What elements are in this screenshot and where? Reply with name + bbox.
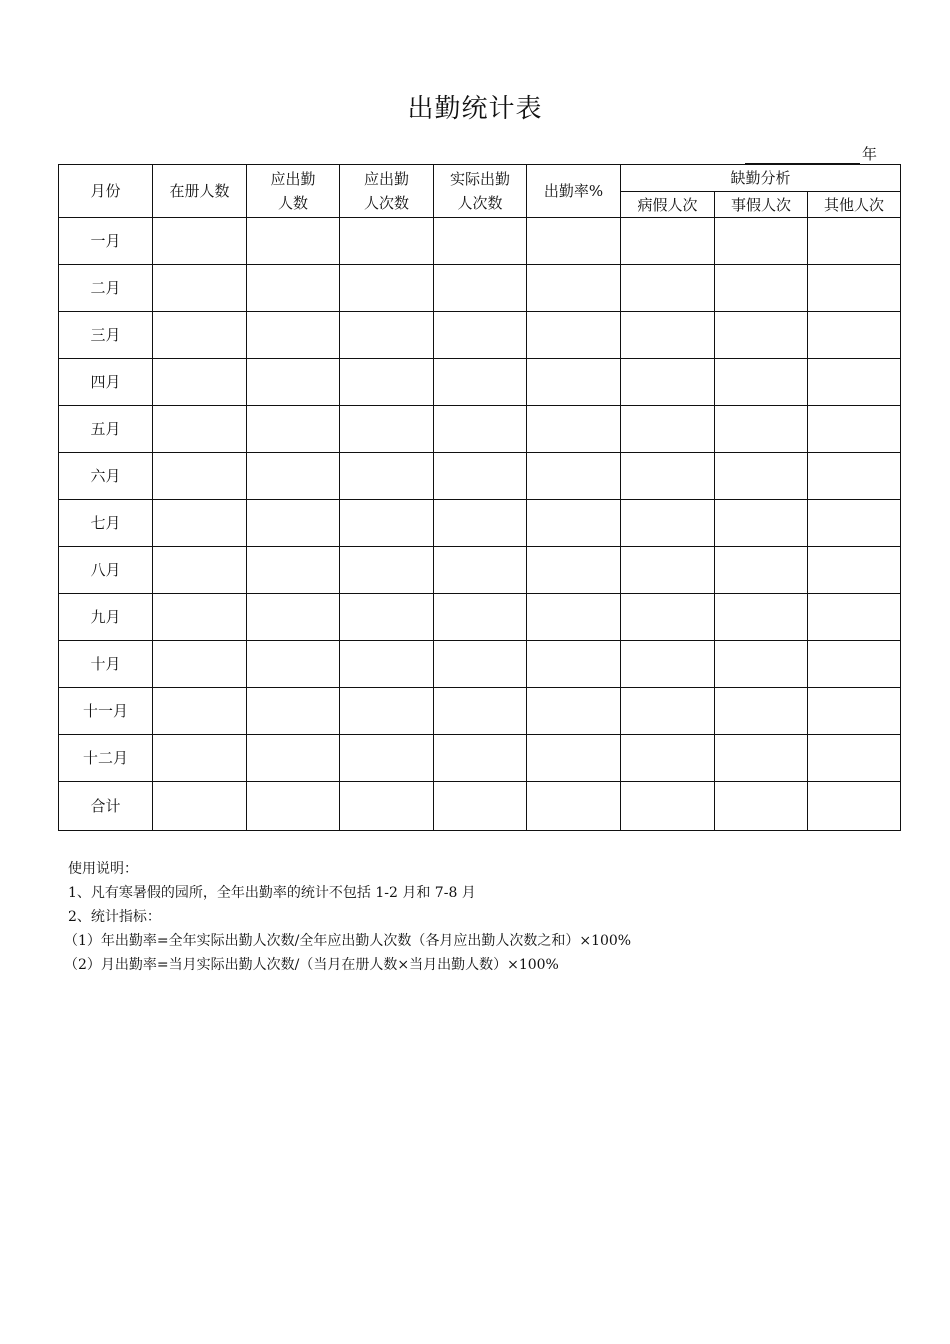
empty-cell[interactable] (527, 735, 621, 782)
empty-cell[interactable] (715, 735, 808, 782)
empty-cell[interactable] (153, 735, 247, 782)
empty-cell[interactable] (527, 688, 621, 735)
empty-cell[interactable] (247, 359, 340, 406)
empty-cell[interactable] (434, 312, 527, 359)
empty-cell[interactable] (340, 500, 434, 547)
empty-cell[interactable] (434, 500, 527, 547)
table-row (59, 782, 901, 831)
empty-cell[interactable] (340, 641, 434, 688)
header-rate: 出勤率% (527, 165, 621, 218)
empty-cell[interactable] (153, 688, 247, 735)
header-expected (247, 165, 340, 218)
empty-cell[interactable] (527, 359, 621, 406)
empty-cell[interactable] (621, 359, 715, 406)
empty-cell[interactable] (527, 641, 621, 688)
table-row (59, 641, 901, 688)
header-actual-line2: 人次数 (457, 194, 503, 212)
empty-cell[interactable] (340, 594, 434, 641)
empty-cell[interactable] (621, 218, 715, 265)
empty-cell[interactable] (621, 265, 715, 312)
notes-line-4: （2）月出勤率=当月实际出勤人次数/（当月在册人数×当月出勤人数）×100% (64, 957, 559, 973)
header-month: 月份 (59, 165, 153, 218)
empty-cell[interactable] (434, 453, 527, 500)
row-month-label: 十二月 (59, 735, 153, 782)
empty-cell[interactable] (340, 406, 434, 453)
empty-cell[interactable] (621, 500, 715, 547)
empty-cell[interactable] (808, 265, 901, 312)
table-row (59, 312, 901, 359)
empty-cell[interactable] (153, 641, 247, 688)
header-expected-times-line2: 人次数 (363, 194, 409, 212)
empty-cell[interactable] (527, 218, 621, 265)
empty-cell[interactable] (527, 594, 621, 641)
empty-cell[interactable] (247, 406, 340, 453)
empty-cell[interactable] (621, 735, 715, 782)
empty-cell[interactable] (434, 594, 527, 641)
empty-cell[interactable] (434, 641, 527, 688)
empty-cell[interactable] (715, 218, 808, 265)
empty-cell[interactable] (808, 218, 901, 265)
empty-cell[interactable] (715, 406, 808, 453)
empty-cell[interactable] (340, 453, 434, 500)
empty-cell[interactable] (621, 453, 715, 500)
empty-cell[interactable] (153, 782, 247, 831)
empty-cell[interactable] (808, 782, 901, 831)
empty-cell[interactable] (247, 218, 340, 265)
empty-cell[interactable] (621, 312, 715, 359)
empty-cell[interactable] (153, 406, 247, 453)
table-row (59, 406, 901, 453)
empty-cell[interactable] (340, 265, 434, 312)
empty-cell[interactable] (153, 453, 247, 500)
empty-cell[interactable] (153, 594, 247, 641)
empty-cell[interactable] (434, 547, 527, 594)
empty-cell[interactable] (808, 735, 901, 782)
table-row (59, 735, 901, 782)
empty-cell[interactable] (247, 641, 340, 688)
row-month-label: 十月 (59, 641, 153, 688)
empty-cell[interactable] (621, 594, 715, 641)
empty-cell[interactable] (247, 594, 340, 641)
empty-cell[interactable] (153, 500, 247, 547)
empty-cell[interactable] (340, 782, 434, 831)
row-month-label: 二月 (59, 265, 153, 312)
header-sick: 病假人次 (621, 192, 715, 218)
empty-cell[interactable] (434, 359, 527, 406)
header-enrolled: 在册人数 (153, 165, 247, 218)
empty-cell[interactable] (153, 265, 247, 312)
empty-cell[interactable] (715, 641, 808, 688)
notes-line-3: （1）年出勤率=全年实际出勤人次数/全年应出勤人次数（各月应出勤人次数之和）×100% (64, 933, 632, 949)
empty-cell[interactable] (808, 312, 901, 359)
empty-cell[interactable] (621, 406, 715, 453)
empty-cell[interactable] (247, 500, 340, 547)
empty-cell[interactable] (527, 453, 621, 500)
empty-cell[interactable] (715, 547, 808, 594)
empty-cell[interactable] (621, 782, 715, 831)
row-month-label: 四月 (59, 359, 153, 406)
empty-cell[interactable] (340, 359, 434, 406)
empty-cell[interactable] (621, 641, 715, 688)
empty-cell[interactable] (808, 500, 901, 547)
empty-cell[interactable] (434, 406, 527, 453)
empty-cell[interactable] (715, 594, 808, 641)
empty-cell[interactable] (434, 218, 527, 265)
empty-cell[interactable] (340, 688, 434, 735)
empty-cell[interactable] (247, 782, 340, 831)
empty-cell[interactable] (527, 406, 621, 453)
row-month-label: 一月 (59, 218, 153, 265)
year-field (745, 143, 877, 164)
empty-cell[interactable] (340, 547, 434, 594)
empty-cell[interactable] (527, 500, 621, 547)
empty-cell[interactable] (153, 312, 247, 359)
table-row (59, 218, 901, 265)
notes-line-1: 1、凡有寒暑假的园所，全年出勤率的统计不包括 1-2 月和 7-8 月 (68, 885, 476, 901)
header-personal: 事假人次 (715, 192, 808, 218)
empty-cell[interactable] (808, 641, 901, 688)
header-actual (434, 165, 527, 218)
empty-cell[interactable] (715, 453, 808, 500)
table-row (59, 500, 901, 547)
year-blank-line (745, 147, 860, 164)
empty-cell[interactable] (715, 782, 808, 831)
header-actual-line1: 实际出勤 (449, 170, 510, 188)
row-month-label: 合计 (59, 782, 153, 831)
empty-cell[interactable] (715, 500, 808, 547)
empty-cell[interactable] (247, 312, 340, 359)
empty-cell[interactable] (808, 406, 901, 453)
empty-cell[interactable] (621, 547, 715, 594)
row-month-label: 九月 (59, 594, 153, 641)
empty-cell[interactable] (340, 735, 434, 782)
empty-cell[interactable] (153, 547, 247, 594)
empty-cell[interactable] (715, 359, 808, 406)
empty-cell[interactable] (247, 688, 340, 735)
row-month-label: 八月 (59, 547, 153, 594)
header-expected-times-line1: 应出勤 (363, 170, 409, 188)
empty-cell[interactable] (434, 782, 527, 831)
header-absence-group: 缺勤分析 (621, 165, 901, 192)
empty-cell[interactable] (434, 265, 527, 312)
row-month-label: 十一月 (59, 688, 153, 735)
empty-cell[interactable] (715, 265, 808, 312)
empty-cell[interactable] (808, 359, 901, 406)
empty-cell[interactable] (153, 359, 247, 406)
empty-cell[interactable] (715, 688, 808, 735)
row-month-label: 五月 (59, 406, 153, 453)
empty-cell[interactable] (808, 453, 901, 500)
header-expected-line2: 人数 (277, 194, 308, 212)
empty-cell[interactable] (247, 735, 340, 782)
row-month-label: 七月 (59, 500, 153, 547)
year-label: 年 (862, 145, 878, 163)
table-row (59, 688, 901, 735)
empty-cell[interactable] (153, 218, 247, 265)
header-other: 其他人次 (808, 192, 901, 218)
header-expected-line1: 应出勤 (270, 170, 316, 188)
row-month-label: 六月 (59, 453, 153, 500)
table-row (59, 265, 901, 312)
empty-cell[interactable] (808, 547, 901, 594)
attendance-table (58, 164, 901, 831)
header-expected-times (340, 165, 434, 218)
table-row (59, 359, 901, 406)
empty-cell[interactable] (340, 218, 434, 265)
table-row (59, 594, 901, 641)
empty-cell[interactable] (247, 547, 340, 594)
empty-cell[interactable] (434, 688, 527, 735)
notes-heading: 使用说明： (68, 861, 138, 877)
empty-cell[interactable] (715, 312, 808, 359)
empty-cell[interactable] (340, 312, 434, 359)
empty-cell[interactable] (527, 265, 621, 312)
notes-line-2: 2、统计指标： (68, 909, 161, 925)
table-body (59, 218, 901, 831)
empty-cell[interactable] (527, 312, 621, 359)
row-month-label: 三月 (59, 312, 153, 359)
usage-notes (64, 857, 632, 977)
empty-cell[interactable] (527, 782, 621, 831)
empty-cell[interactable] (247, 453, 340, 500)
empty-cell[interactable] (808, 594, 901, 641)
empty-cell[interactable] (808, 688, 901, 735)
empty-cell[interactable] (527, 547, 621, 594)
table-row (59, 453, 901, 500)
table-row (59, 547, 901, 594)
page-title: 出勤统计表 (407, 94, 543, 124)
empty-cell[interactable] (247, 265, 340, 312)
empty-cell[interactable] (621, 688, 715, 735)
empty-cell[interactable] (434, 735, 527, 782)
